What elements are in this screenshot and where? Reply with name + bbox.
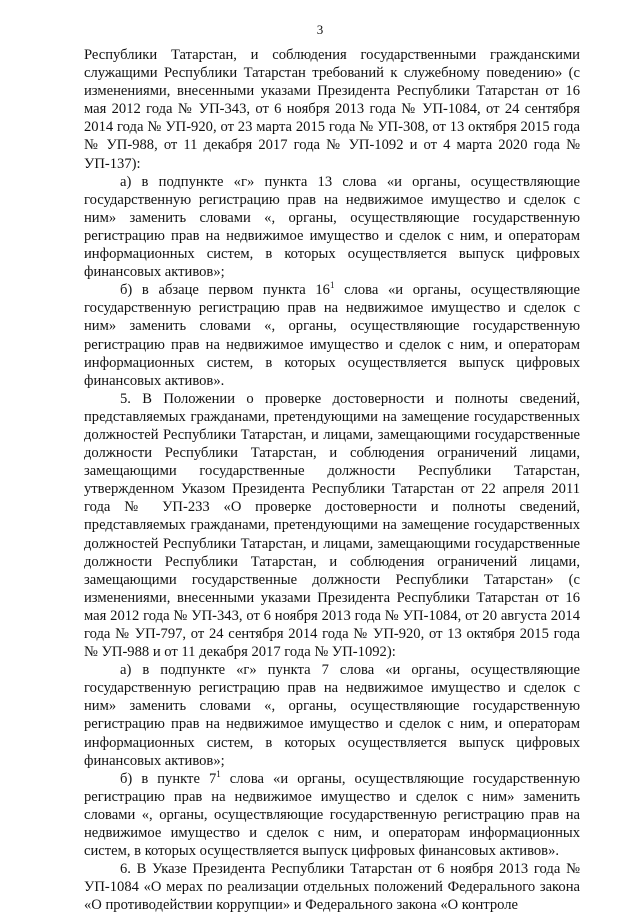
subitem-text-part: б) в пункте 7 [120, 770, 217, 787]
subitem-text-part: слова «и органы, осуществляющие государственную регистрацию прав на недвижимое имущество и сделок с ним» заменить словами «, органы, осуществляющие государственную регистрацию прав на недвижимое имущество и сделок с ним, и операторам информационных систем, в которых осуществляется выпуск цифровых финансовых активов». [84, 770, 580, 860]
subitem-text-part: б) в абзаце первом пункта 16 [120, 282, 330, 299]
subitem-a-clause-13: а) в подпункте «г» пункта 13 слова «и органы, осуществляющие государственную регистрацию прав на недвижимое имущество и сделок с ним» заменить словами «, органы, осуществляющие государственную регистрацию прав на недвижимое имущество и сделок с ним, и операторам информационных систем, в которых осуществляется выпуск цифровых финансовых активов»; [84, 173, 580, 281]
page-number: 3 [316, 22, 324, 37]
item-6-paragraph: 6. В Указе Президента Республики Татарстан от 6 ноября 2013 года № УП-1084 «О мерах по реализации отдельных положений Федерального закона «О противодействии коррупции» и Федерального закона «О контроле [84, 861, 580, 914]
superscript: 1 [329, 280, 335, 291]
subitem-a-clause-7: а) в подпункте «г» пункта 7 слова «и органы, осуществляющие государственную регистрацию прав на недвижимое имущество и сделок с ним» заменить словами «, органы, осуществляющие государственную регистрацию прав на недвижимое имущество и сделок с ним, и операторам информационных систем, в которых осуществляется выпуск цифровых финансовых активов»; [84, 662, 580, 769]
document-body [84, 46, 580, 915]
superscript: 1 [216, 768, 221, 779]
subitem-b-clause-16-1 [84, 281, 580, 390]
paragraph-continuation: Республики Татарстан, и соблюдения государственными гражданскими служащими Республики Татарстан требований к служебному поведению» (с изменениями, внесенными указами Президента Республики Татарстан от 16 мая 2012 года № УП-343, от 6 ноября 2013 года № УП-1084, от 24 сентября 2014 года № УП-920, от 23 марта 2015 года № УП-308, от 13 октября 2015 года № УП-988, от 11 декабря 2017 года № УП-1092 и от 4 марта 2020 года № УП-137): [84, 47, 580, 172]
subitem-text-part: слова «и органы, осуществляющие государственную регистрацию прав на недвижимое имущество и сделок с ним» заменить словами «, органы, осуществляющие государственную регистрацию прав на недвижимое имущество и сделок с ним, и операторам информационных систем, в которых осуществляется выпуск цифровых финансовых активов». [84, 282, 580, 389]
item-5-paragraph: 5. В Положении о проверке достоверности и полноты сведений, представляемых гражданами, претендующими на замещение государственных должностей Республики Татарстан, и лицами, замещающими государственные должности Республики Татарстан, и соблюдения ограничений лицами, замещающими государственные должности Республики Татарстан, утвержденном Указом Президента Республики Татарстан от 22 апреля 2011 года № УП-233 «О проверке достоверности и полноты сведений, представляемых гражданами, претендующими на замещение государственных должностей Республики Татарстан, и лицами, замещающими государственные должности Республики Татарстан, и соблюдения ограничений лицами, замещающими государственные должности Республики Татарстан» (с изменениями, внесенными указами Президента Республики Татарстан от 16 мая 2012 года № УП-343, от 6 ноября 2013 года № УП-1084, от 20 августа 2014 года № УП-797, от 24 сентября 2014 года № УП-920, от 13 октября 2015 года № УП-988 и от 11 декабря 2017 года № УП-1092): [84, 390, 580, 661]
subitem-b-clause-7-1 [84, 770, 580, 860]
